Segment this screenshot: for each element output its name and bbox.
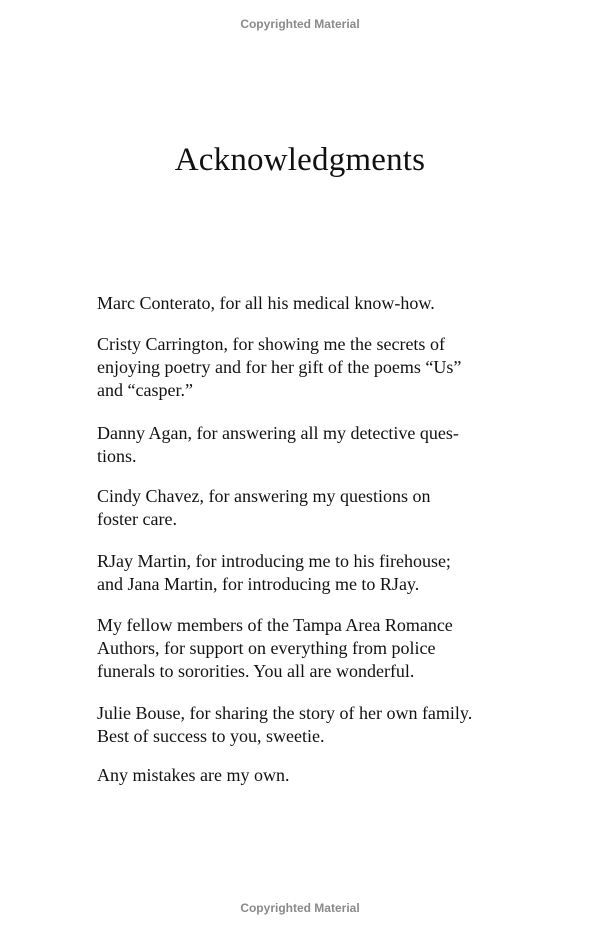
text-line: Julie Bouse, for sharing the story of her own family. (97, 703, 473, 723)
page-title: Acknowledgments (174, 142, 426, 178)
text-line: foster care. (97, 509, 177, 529)
acknowledgment-paragraph (97, 702, 472, 748)
text-line: enjoying poetry and for her gift of the poems “Us” (97, 357, 462, 377)
text-line: Cristy Carrington, for showing me the secrets of (97, 334, 445, 354)
acknowledgment-paragraph (97, 550, 451, 596)
text-line: tions. (97, 446, 137, 466)
text-line: Marc Conterato, for all his medical know-how. (97, 293, 435, 313)
acknowledgment-paragraph (97, 292, 435, 315)
text-line: and “casper.” (97, 380, 193, 400)
text-line: funerals to sororities. You all are wonderful. (97, 661, 415, 681)
text-line: Danny Agan, for answering all my detective ques- (97, 423, 459, 443)
text-line: My fellow members of the Tampa Area Romance (97, 615, 453, 635)
acknowledgment-paragraph (97, 764, 289, 787)
text-line: Cindy Chavez, for answering my questions on (97, 486, 431, 506)
text-line: and Jana Martin, for introducing me to RJay. (97, 574, 420, 594)
acknowledgment-paragraph (97, 333, 461, 402)
text-line: RJay Martin, for introducing me to his firehouse; (97, 551, 451, 571)
watermark-top: Copyrighted Material (240, 17, 360, 31)
text-line: Authors, for support on everything from police (97, 638, 436, 658)
acknowledgment-paragraph (97, 422, 459, 468)
text-line: Best of success to you, sweetie. (97, 726, 325, 746)
acknowledgment-paragraph (97, 614, 453, 683)
watermark-bottom: Copyrighted Material (240, 901, 360, 915)
acknowledgment-paragraph (97, 485, 430, 531)
text-line: Any mistakes are my own. (97, 765, 290, 785)
